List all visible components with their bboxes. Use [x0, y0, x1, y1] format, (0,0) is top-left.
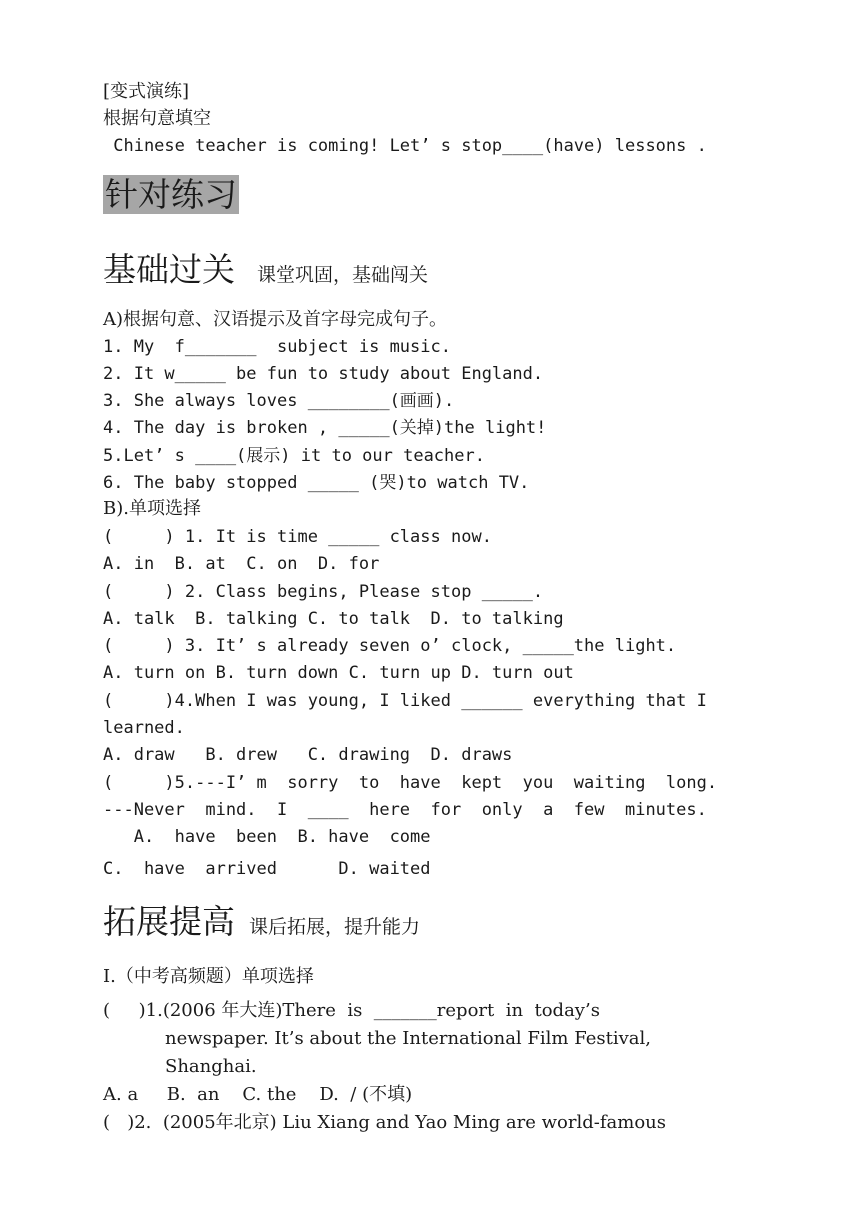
variation-title: [变式演练]	[103, 81, 190, 102]
part-b-q5-line2: ---Never mind. I ____ here for only a few minutes.	[103, 800, 707, 820]
part-a-item-6: 6. The baby stopped _____ (哭)to watch TV.	[103, 473, 530, 493]
part-i-q1-line1: ( )1.(2006 年大连)There is _______report in today’s	[103, 1000, 600, 1021]
part-a-item-3: 3. She always loves ________(画画).	[103, 391, 455, 411]
extend-subtitle: 课后拓展，提升能力	[249, 916, 421, 938]
basic-subtitle: 课堂巩固，基础闯关	[257, 264, 429, 286]
part-b-q1: ( ) 1. It is time _____ class now.	[103, 527, 492, 547]
part-b-q2: ( ) 2. Class begins, Please stop _____.	[103, 582, 544, 602]
part-b-q3-options: A. turn on B. turn down C. turn up D. turn out	[103, 663, 574, 683]
basic-heading	[103, 250, 428, 295]
part-i-title: Ⅰ.（中考高频题）单项选择	[103, 966, 314, 987]
part-b-q3: ( ) 3. It’ s already seven o’ clock, _____the light.	[103, 636, 677, 656]
practice-title: 针对练习	[105, 175, 237, 214]
part-i-q2-line1: ( )2. (2005年北京) Liu Xiang and Yao Ming are world-famous	[103, 1112, 666, 1133]
part-b-q4-line1: ( )4.When I was young, I liked ______ everything that I	[103, 691, 707, 711]
part-b-q4-line2: learned.	[103, 718, 185, 738]
variation-instruction: 根据句意填空	[103, 108, 211, 129]
part-b-q5-options-1: A. have been B. have come	[103, 827, 431, 847]
part-a-title: A)根据句意、汉语提示及首字母完成句子。	[103, 309, 448, 330]
part-a-item-4: 4. The day is broken , _____(关掉)the light!	[103, 418, 547, 438]
extend-heading	[103, 902, 420, 947]
part-i-q1-line3: Shanghai.	[165, 1056, 257, 1077]
part-b-q4-options: A. draw B. drew C. drawing D. draws	[103, 745, 513, 765]
variation-sentence: Chinese teacher is coming! Let’ s stop____(have) lessons .	[103, 136, 707, 156]
part-b-q5-line1: ( )5.---I’ m sorry to have kept you waiting long.	[103, 773, 718, 793]
part-i-q1-options: A. a B. an C. the D. / (不填)	[103, 1084, 413, 1105]
basic-title: 基础过关	[103, 250, 235, 289]
part-b-q5-options-2: C. have arrived D. waited	[103, 859, 431, 879]
part-b-q1-options: A. in B. at C. on D. for	[103, 554, 380, 574]
practice-heading	[103, 175, 239, 215]
part-a-item-5: 5.Let’ s ____(展示) it to our teacher.	[103, 446, 485, 466]
extend-title: 拓展提高	[103, 902, 235, 941]
part-b-q2-options: A. talk B. talking C. to talk D. to talking	[103, 609, 564, 629]
part-a-item-2: 2. It w_____ be fun to study about England.	[103, 364, 544, 384]
part-b-title: B).单项选择	[103, 498, 201, 519]
part-i-q1-line2: newspaper. It’s about the International Film Festival,	[165, 1028, 651, 1049]
part-a-item-1: 1. My f_______ subject is music.	[103, 337, 451, 357]
